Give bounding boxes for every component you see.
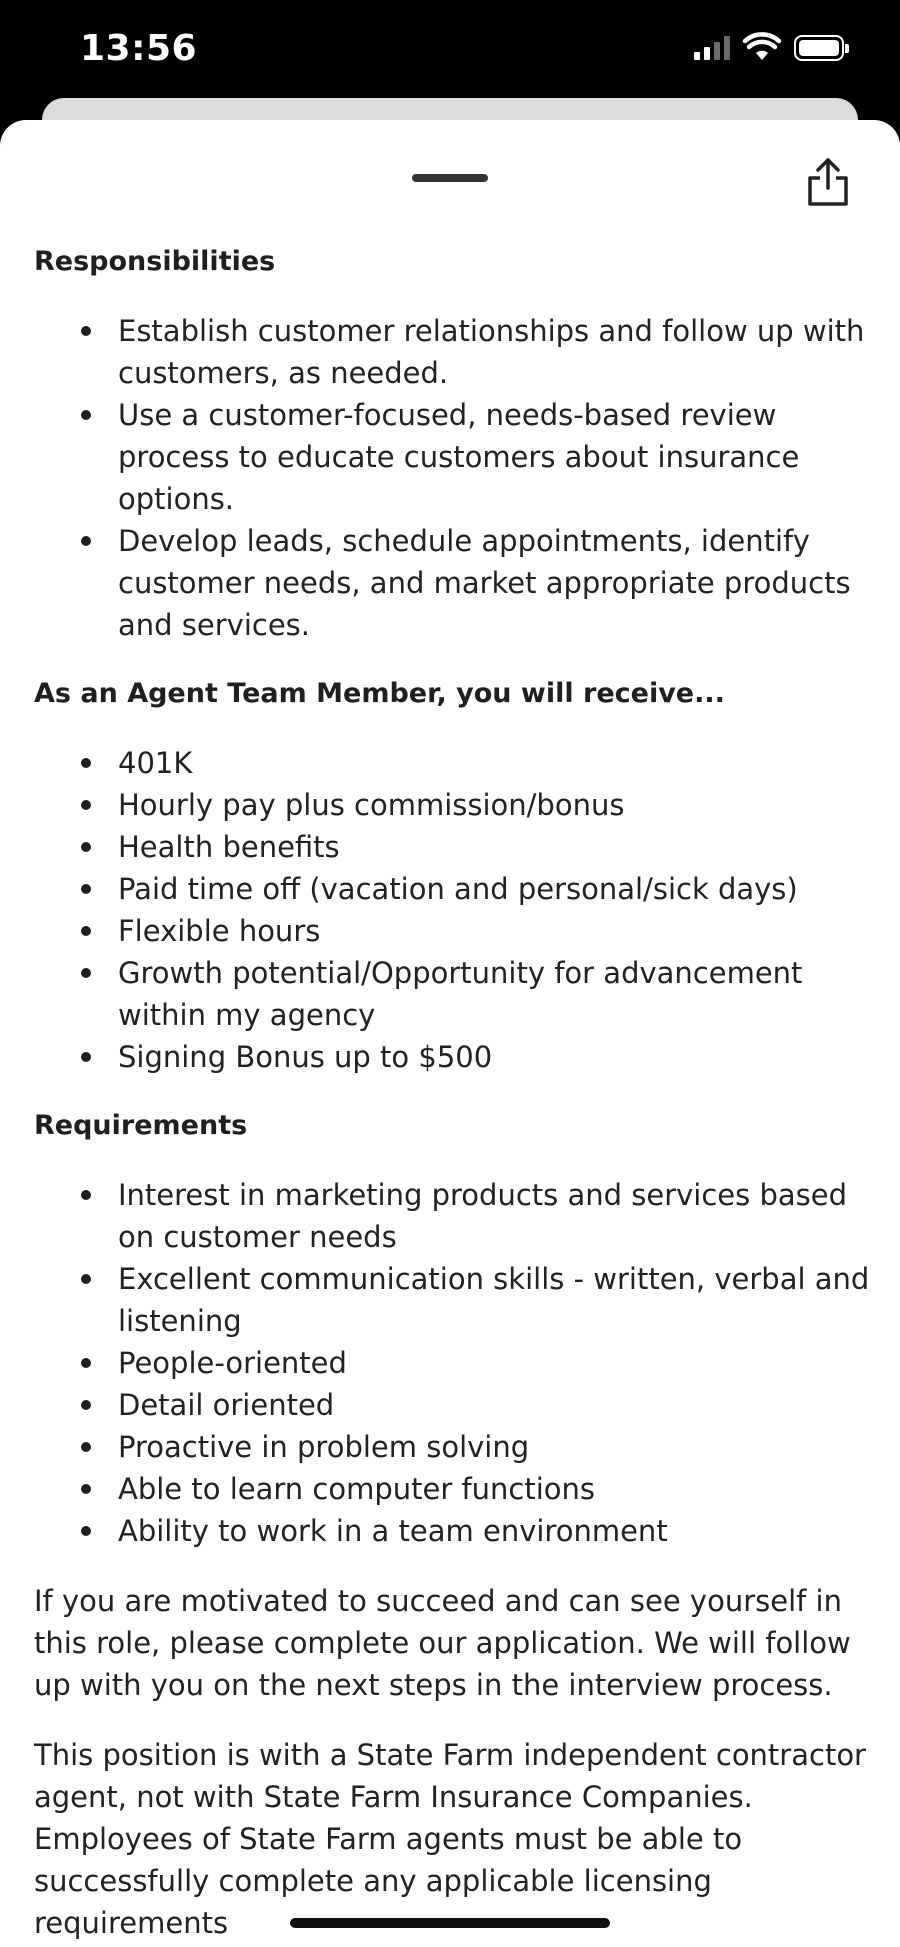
signal-icon bbox=[694, 36, 730, 60]
list-item: Health benefits bbox=[34, 826, 874, 868]
job-description-sheet bbox=[0, 120, 900, 1947]
wifi-icon bbox=[744, 34, 780, 62]
battery-icon bbox=[794, 35, 844, 61]
responsibilities-list bbox=[34, 310, 874, 646]
list-item: Detail oriented bbox=[34, 1384, 874, 1426]
list-item: Paid time off (vacation and personal/sick days) bbox=[34, 868, 874, 910]
list-item: Able to learn computer functions bbox=[34, 1468, 874, 1510]
status-bar bbox=[0, 0, 900, 100]
list-item: Flexible hours bbox=[34, 910, 874, 952]
list-item: Signing Bonus up to $500 bbox=[34, 1036, 874, 1078]
share-icon[interactable] bbox=[804, 156, 852, 208]
benefits-list bbox=[34, 742, 874, 1078]
list-item: Interest in marketing products and services based on customer needs bbox=[34, 1174, 874, 1258]
requirements-heading: Requirements bbox=[34, 1110, 248, 1141]
list-item: Ability to work in a team environment bbox=[34, 1510, 874, 1552]
list-item: Hourly pay plus commission/bonus bbox=[34, 784, 874, 826]
requirements-list bbox=[34, 1174, 874, 1552]
motivation-paragraph: If you are motivated to succeed and can see yourself in this role, please complete our application. We will follow up with you on the next steps in the interview process. bbox=[34, 1584, 851, 1702]
list-item: Proactive in problem solving bbox=[34, 1426, 874, 1468]
list-item: Use a customer-focused, needs-based review process to educate customers about insurance options. bbox=[34, 394, 874, 520]
home-indicator[interactable] bbox=[290, 1918, 610, 1928]
status-time: 13:56 bbox=[80, 28, 198, 69]
list-item: Establish customer relationships and follow up with customers, as needed. bbox=[34, 310, 874, 394]
list-item: Develop leads, schedule appointments, identify customer needs, and market appropriate products and services. bbox=[34, 520, 874, 646]
list-item: 401K bbox=[34, 742, 874, 784]
responsibilities-heading: Responsibilities bbox=[34, 246, 276, 277]
drag-handle[interactable] bbox=[412, 174, 488, 182]
list-item: People-oriented bbox=[34, 1342, 874, 1384]
benefits-heading: As an Agent Team Member, you will receive... bbox=[34, 678, 725, 709]
list-item: Excellent communication skills - written, verbal and listening bbox=[34, 1258, 874, 1342]
disclaimer-paragraph: This position is with a State Farm independent contractor agent, not with State Farm Insurance Companies. Employees of State Farm agents must be able to successfully complete any applicable licensing requirements bbox=[34, 1738, 866, 1940]
job-description-content bbox=[34, 242, 874, 1940]
status-icons bbox=[694, 34, 844, 62]
list-item: Growth potential/Opportunity for advancement within my agency bbox=[34, 952, 874, 1036]
